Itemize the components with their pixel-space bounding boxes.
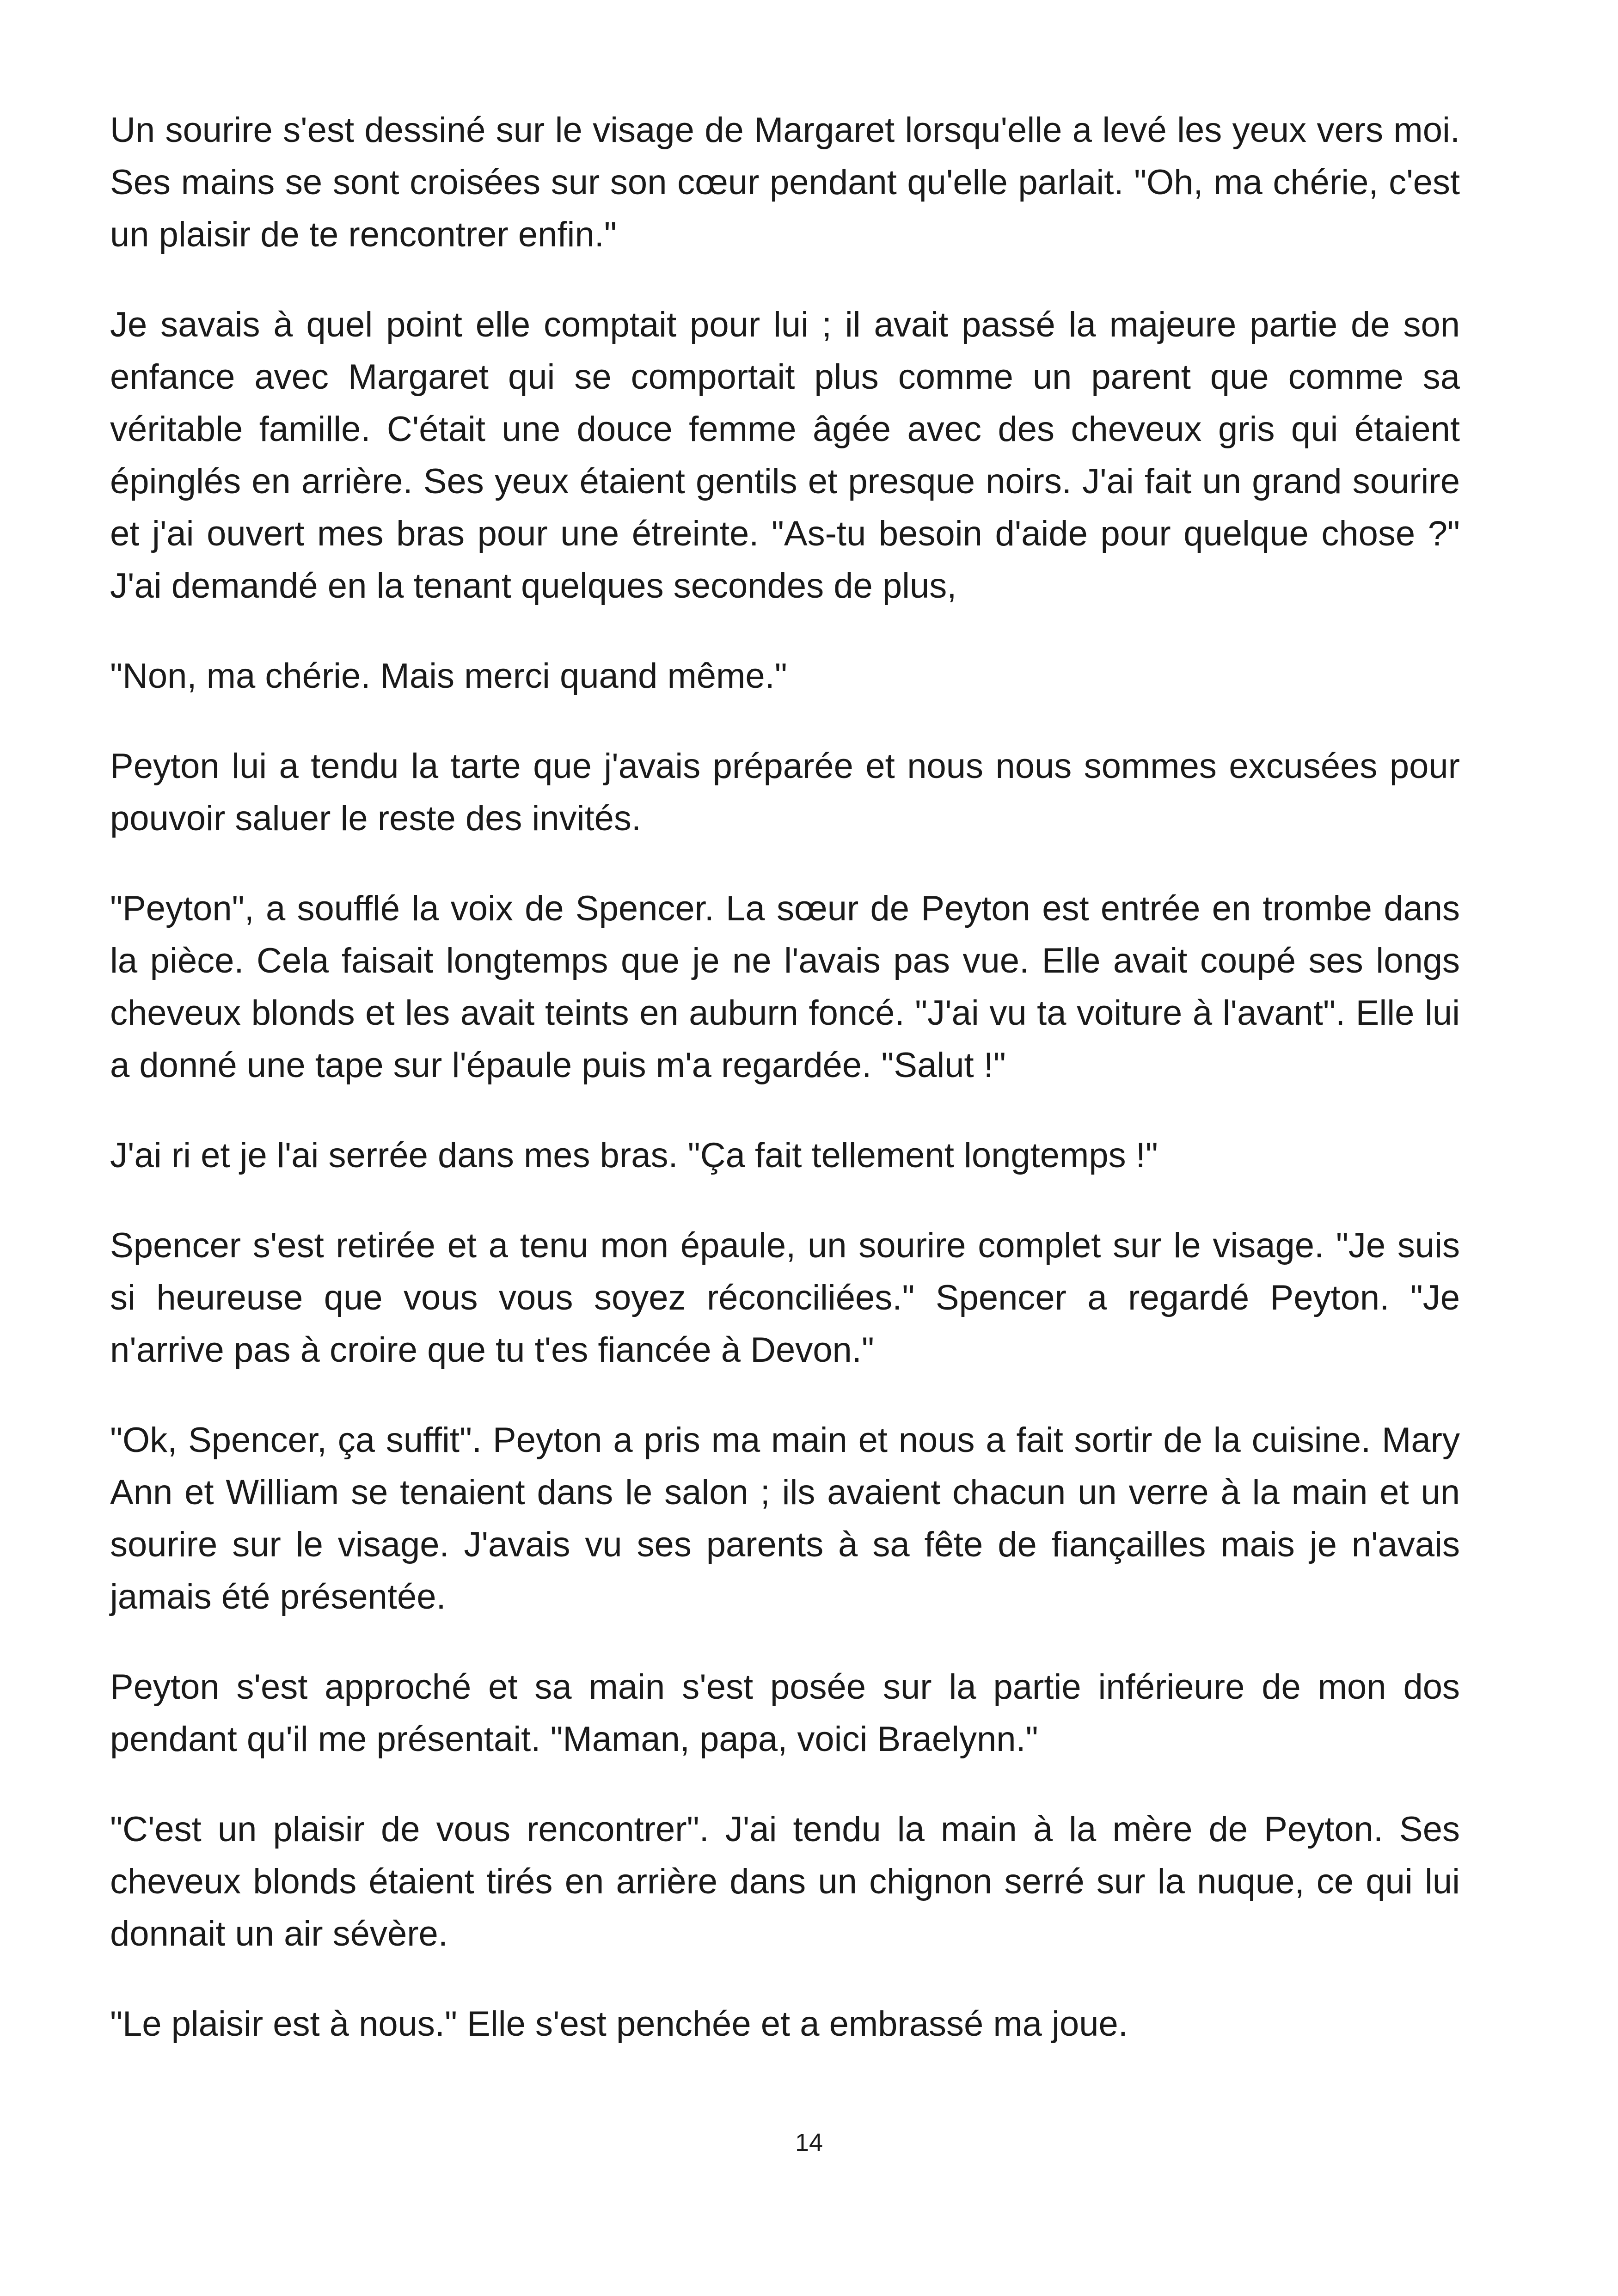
page-number: 14: [795, 2129, 823, 2156]
paragraph: Un sourire s'est dessiné sur le visage de Margaret lorsqu'elle a levé les yeux vers moi. Ses mains se sont croisées sur son cœur pendant qu'elle parlait. "Oh, ma chérie, c'est un plaisir de te rencontrer enfin.": [110, 110, 1460, 254]
paragraph: "Le plaisir est à nous." Elle s'est penchée et a embrassé ma joue.: [110, 2004, 1128, 2044]
paragraph: "Ok, Spencer, ça suffit". Peyton a pris ma main et nous a fait sortir de la cuisine. Mary Ann et William se tenaient dans le salon ; ils avaient chacun un verre à la main et un sourire sur le visage. J'avais vu ses parents à sa fête de fiançailles mais je n'avais jamais été présentée.: [110, 1420, 1460, 1616]
paragraph: Spencer s'est retirée et a tenu mon épaule, un sourire complet sur le visage. "Je suis si heureuse que vous vous soyez réconciliées." Spencer a regardé Peyton. "Je n'arrive pas à croire que tu t'es fiancée à Devon.": [110, 1226, 1460, 1370]
paragraph: Je savais à quel point elle comptait pour lui ; il avait passé la majeure partie de son enfance avec Margaret qui se comportait plus comme un parent que comme sa véritable famille. C'était une douce femme âgée avec des cheveux gris qui étaient épinglés en arrière. Ses yeux étaient gentils et presque noirs. J'ai fait un grand sourire et j'ai ouvert mes bras pour une étreinte. "As-tu besoin d'aide pour quelque chose ?" J'ai demandé en la tenant quelques secondes de plus,: [110, 305, 1460, 606]
paragraph: "Peyton", a soufflé la voix de Spencer. La sœur de Peyton est entrée en trombe dans la pièce. Cela faisait longtemps que je ne l'avais pas vue. Elle avait coupé ses longs cheveux blonds et les avait teints en auburn foncé. "J'ai vu ta voiture à l'avant". Elle lui a donné une tape sur l'épaule puis m'a regardée. "Salut !": [110, 889, 1460, 1085]
paragraph: Peyton lui a tendu la tarte que j'avais préparée et nous nous sommes excusées pour pouvoir saluer le reste des invités.: [110, 747, 1460, 838]
paragraph: "Non, ma chérie. Mais merci quand même.": [110, 656, 787, 696]
paragraph: Peyton s'est approché et sa main s'est posée sur la partie inférieure de mon dos pendant qu'il me présentait. "Maman, papa, voici Braelynn.": [110, 1667, 1460, 1759]
paragraph: J'ai ri et je l'ai serrée dans mes bras. "Ça fait tellement longtemps !": [110, 1136, 1158, 1175]
page-body: [110, 104, 1460, 2088]
paragraph: "C'est un plaisir de vous rencontrer". J'ai tendu la main à la mère de Peyton. Ses cheveux blonds étaient tirés en arrière dans un chignon serré sur la nuque, ce qui lui donnait un air sévère.: [110, 1810, 1460, 1953]
